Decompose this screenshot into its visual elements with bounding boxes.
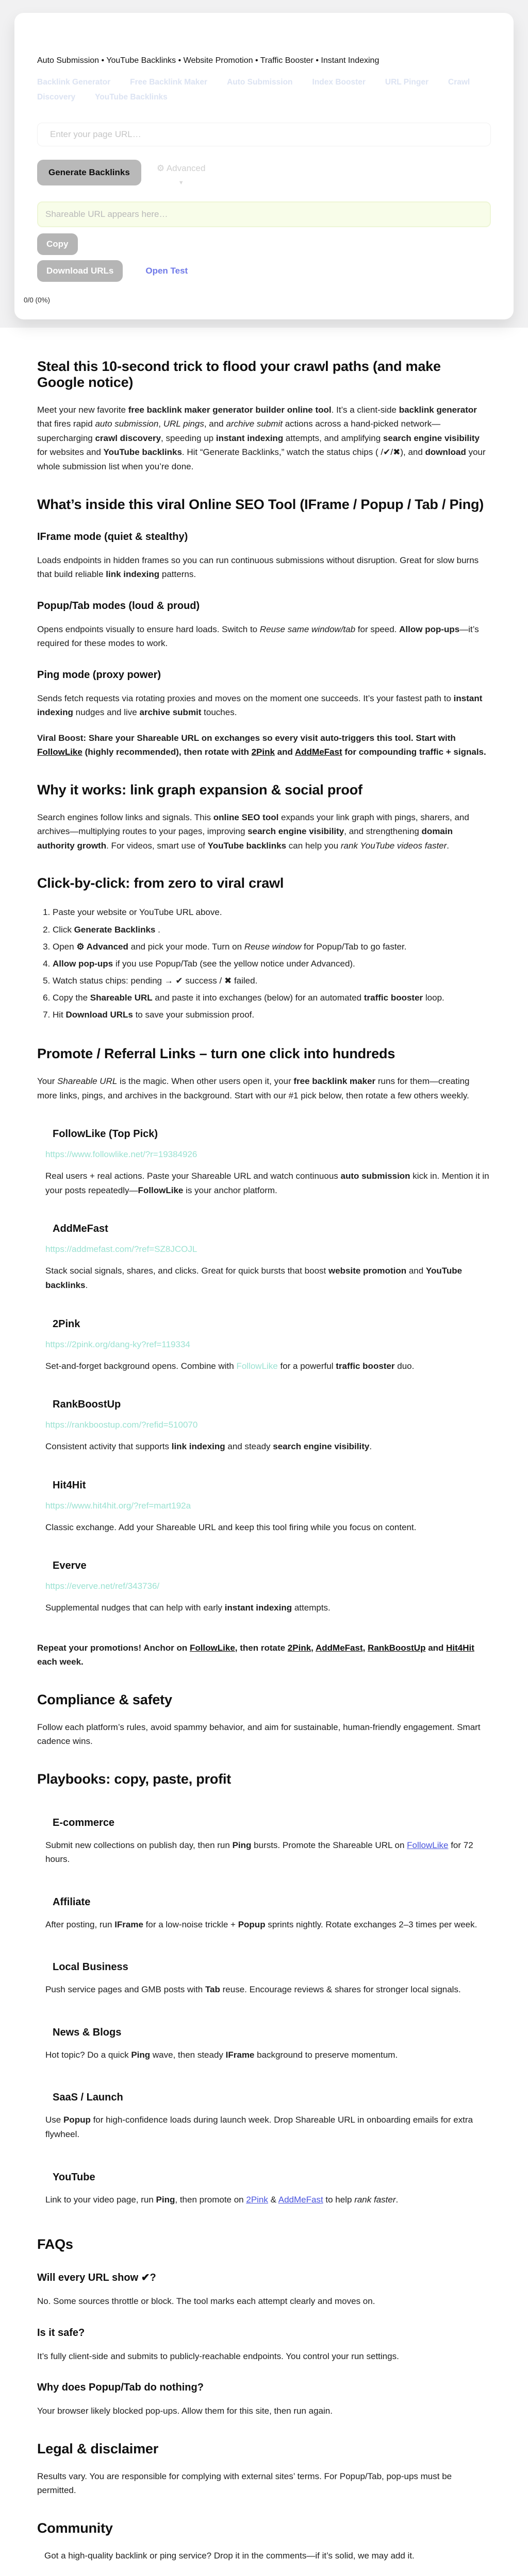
paragraph (37, 403, 491, 474)
text-run: if you use Popup/Tab (see the yellow notice under Advanced). (113, 958, 355, 969)
text-run: patterns. (159, 569, 196, 580)
promo-card (45, 1560, 491, 1615)
text-run: It’s fully client-side and submits to publicly-reachable endpoints. You control your run settings. (37, 2351, 399, 2361)
referral-url-link[interactable]: https://everve.net/ref/343736/ (45, 1581, 160, 1591)
text-run: Click (53, 924, 74, 935)
text-run: wave, then steady (150, 2049, 226, 2060)
text-run: , (311, 1642, 316, 1653)
text-run: Copy the (53, 993, 90, 1003)
generate-backlinks-button[interactable]: Generate Backlinks (37, 160, 141, 185)
keyword-chip: Index Booster (312, 78, 366, 87)
text-run: , then rotate (235, 1642, 288, 1653)
text-run: expands your link graph with pings, sharers, and archives—multiplying routes to your pages, improving (37, 812, 469, 837)
text-run: Download URLs (65, 1010, 133, 1020)
keyword-chip: Auto Submission (227, 78, 293, 87)
text-run: and pick your mode. Turn on (128, 941, 244, 952)
subsection-heading: Is it safe? (37, 2327, 85, 2338)
text-run: , (158, 419, 163, 429)
text-run: Paste your website or YouTube URL above. (53, 907, 222, 918)
playbook-description (45, 2193, 491, 2207)
section-heading: Click-by-click: from zero to viral crawl (37, 875, 284, 891)
step-item (53, 989, 491, 1006)
inline-link[interactable]: FollowLike (189, 1642, 235, 1653)
text-run: Repeat your promotions! Anchor on (37, 1642, 190, 1653)
text-run: search engine visibility (273, 1442, 370, 1452)
text-run: search engine visibility (383, 433, 480, 443)
text-run: backlink generator (399, 404, 477, 415)
text-run: for a powerful (277, 1361, 336, 1371)
copy-button[interactable]: Copy (37, 233, 78, 255)
download-urls-button[interactable]: Download URLs (37, 260, 123, 282)
step-item (53, 955, 491, 972)
text-run: FollowLike (138, 1185, 184, 1195)
text-run: archive submit (139, 707, 202, 718)
text-run: and paste it into exchanges (below) for an automated (152, 993, 364, 1003)
playbook-title: News & Blogs (53, 2026, 122, 2038)
callout (37, 731, 491, 759)
text-run: instant indexing (224, 1603, 292, 1613)
text-run: , speeding up (161, 433, 216, 443)
text-run: Follow each platform’s rules, avoid spammy behavior, and aim for sustainable, human-friendly engagement. Smart cadence wins. (37, 1722, 481, 1747)
text-run: Popup (63, 2115, 91, 2125)
text-run: free backlink maker (293, 1076, 376, 1087)
text-run: background to preserve momentum. (254, 2049, 398, 2060)
text-run: traffic booster (336, 1361, 395, 1371)
text-run: and (425, 1642, 447, 1653)
hero-background (0, 0, 528, 328)
playbook-card (45, 1961, 491, 1997)
step-item (53, 1006, 491, 1023)
gear-advanced-label: ⚙ Advanced (156, 163, 206, 173)
referral-url-link[interactable]: https://addmefast.com/?ref=SZ8JCOJL (45, 1244, 197, 1255)
text-run: Shareable URL (57, 1076, 118, 1087)
text-run: duo. (394, 1361, 415, 1371)
playbook-card (45, 2092, 491, 2141)
keyword-chips-row (37, 75, 491, 105)
text-run: . (155, 924, 160, 935)
text-run: Ping (156, 2194, 175, 2205)
inline-link[interactable]: AddMeFast (295, 747, 342, 757)
text-run: Shareable URL (90, 993, 153, 1003)
text-run: archive submit (226, 419, 283, 429)
section-heading: FAQs (37, 2236, 73, 2252)
text-run: No. Some sources throttle or block. The tool marks each attempt clearly and moves on. (37, 2296, 375, 2307)
text-run: Generate Backlinks (74, 924, 156, 935)
paragraph (37, 1074, 491, 1103)
text-run: website promotion (328, 1266, 407, 1276)
promo-description (45, 1359, 491, 1374)
promo-title: 2Pink (53, 1318, 80, 1330)
promo-title: Everve (53, 1560, 87, 1572)
step-item (53, 904, 491, 921)
inline-link[interactable]: AddMeFast (278, 2194, 323, 2205)
text-run: for speed. (355, 624, 400, 634)
text-run: search engine visibility (248, 826, 344, 837)
paragraph (37, 1720, 491, 1749)
text-run: for Popup/Tab to go faster. (301, 941, 407, 952)
subsection-heading: IFrame mode (quiet & stealthy) (37, 531, 188, 543)
referral-url-link[interactable]: https://rankboostup.com/?refid=510070 (45, 1420, 198, 1430)
text-run: Sends fetch requests via rotating proxies and moves on the moment one succeeds. It’s your fastest path to (37, 693, 454, 703)
text-run: and (274, 747, 295, 757)
text-run: rank YouTube videos faster (340, 840, 447, 851)
text-run: bursts. Promote the Shareable URL on (251, 1840, 407, 1850)
text-run: Submit new collections on publish day, then run (45, 1840, 233, 1850)
keyword-chip: Free Backlink Maker (130, 78, 208, 87)
playbook-title: Affiliate (53, 1896, 91, 1908)
text-run: Consistent activity that supports (45, 1442, 172, 1452)
playbook-title: E-commerce (53, 1817, 115, 1828)
playbook-description (45, 1838, 491, 1867)
keyword-chip: Crawl Discovery (37, 78, 470, 102)
text-run: link indexing (106, 569, 160, 580)
text-run: Watch status chips: pending → ✔ success / ✖ failed. (53, 975, 258, 986)
text-run: (highly recommended), then rotate with (82, 747, 252, 757)
text-run: nudges and live (73, 707, 140, 718)
text-run: Ping (131, 2049, 151, 2060)
section-heading: What’s inside this viral Online SEO Tool (IFrame / Popup / Tab / Ping) (37, 496, 484, 512)
promo-title: RankBoostUp (53, 1399, 121, 1411)
tagline: Auto Submission • YouTube Backlinks • Website Promotion • Traffic Booster • Instant Indexing (37, 56, 380, 65)
paragraph (37, 691, 491, 720)
text-run: domain authority growth (37, 826, 453, 851)
text-run: , then promote on (175, 2194, 246, 2205)
text-run: , and (204, 419, 226, 429)
inline-link[interactable]: FollowLike (236, 1361, 278, 1371)
text-run: . Hit “Generate Backlinks,” watch the status chips ( /✔/✖), and (182, 447, 425, 457)
text-run: attempts. (292, 1603, 331, 1613)
paragraph (37, 553, 491, 582)
text-run: Open (53, 941, 77, 952)
text-run: IFrame (225, 2049, 255, 2060)
text-run: YouTube backlinks (207, 840, 287, 851)
section-heading: Legal & disclaimer (37, 2441, 158, 2456)
text-run: . (447, 840, 450, 851)
callout (37, 1641, 491, 1669)
text-run: Set-and-forget background opens. Combine with (45, 1361, 237, 1371)
subsection-heading: Popup/Tab modes (loud & proud) (37, 600, 200, 612)
inline-link[interactable]: 2Pink (251, 747, 275, 757)
inline-link[interactable]: 2Pink (246, 2194, 268, 2205)
text-run: for 72 hours. (45, 1840, 473, 1865)
playbook-description (45, 2048, 491, 2062)
text-run: traffic booster (364, 993, 423, 1003)
step-item (53, 972, 491, 989)
text-run: is the magic. When other users open it, your (117, 1076, 294, 1087)
text-run: instant indexing (216, 433, 284, 443)
download-row (37, 260, 491, 282)
subsection-heading: Will every URL show ✔? (37, 2272, 156, 2284)
text-run: is your anchor platform. (183, 1185, 277, 1195)
text-run: . (395, 2194, 399, 2205)
keyword-chip: URL Pinger (385, 78, 429, 87)
inline-link[interactable]: AddMeFast (315, 1642, 363, 1653)
article (0, 328, 528, 2576)
text-run: Viral Boost: Share your Shareable URL on exchanges so every visit auto-triggers this tool. Start with (37, 733, 456, 743)
text-run: online SEO tool (213, 812, 279, 822)
text-run: YouTube backlinks (45, 1266, 463, 1291)
text-run: Meet your new favorite (37, 404, 128, 415)
playbook-description (45, 1918, 491, 1932)
playbook-card (45, 1896, 491, 1932)
shareable-url-output[interactable] (37, 201, 491, 227)
text-run: Hit (53, 1010, 66, 1020)
paragraph (37, 2349, 491, 2364)
promo-card (45, 1318, 491, 1374)
playbook-card (45, 2027, 491, 2062)
keyword-chip: Backlink Generator (37, 78, 111, 87)
text-run: crawl discovery (95, 433, 161, 443)
advanced-toggle[interactable] (157, 160, 206, 186)
text-run: . (369, 1442, 372, 1452)
playbook-title: SaaS / Launch (53, 2092, 123, 2104)
text-run: for high-confidence loads during launch week. Drop Shareable URL in onboarding emails for extra flywheel. (45, 2115, 473, 2139)
text-run: loop. (423, 993, 444, 1003)
promo-description (45, 1520, 491, 1535)
section-heading: Promote / Referral Links – turn one click into hundreds (37, 1046, 395, 1062)
text-run: After posting, run (45, 1919, 115, 1929)
paragraph (37, 622, 491, 651)
keyword-chip: YouTube Backlinks (95, 93, 168, 102)
text-run: Got a high-quality backlink or ping service? Drop it in the comments—if it’s solid, we may add it. (44, 2550, 415, 2561)
paragraph (44, 2549, 491, 2563)
text-run: kick in. Mention it in your posts repeatedly— (45, 1171, 489, 1195)
text-run: Reuse window (244, 941, 302, 952)
paragraph (37, 2294, 491, 2309)
section-heading: Why it works: link graph expansion & social proof (37, 782, 362, 798)
text-run: runs for them—creating more links, pings, and archives in the background. Start with our #1 pick below, then rotate a few others weekly. (37, 1076, 470, 1100)
text-run: IFrame (114, 1919, 143, 1929)
text-run: each week. (37, 1657, 84, 1667)
text-run: Search engines follow links and signals. This (37, 812, 213, 822)
text-run: —it’s required for these modes to work. (37, 624, 479, 649)
text-run: Tab (205, 1985, 220, 1995)
text-run: reuse. Encourage reviews & shares for stronger local signals. (220, 1985, 461, 1995)
paragraph (37, 2404, 491, 2418)
inline-link[interactable]: RankBoostUp (368, 1642, 426, 1653)
text-run: to help (323, 2194, 355, 2205)
text-run: Link to your video page, run (45, 2194, 156, 2205)
section-heading: Playbooks: copy, paste, profit (37, 1771, 232, 1787)
text-run: Loads endpoints in hidden frames so you can run continuous submissions without disruption. Great for slow burns that build reliable (37, 555, 479, 580)
text-run: Opens endpoints visually to ensure hard loads. Switch to (37, 624, 260, 634)
promo-description (45, 1169, 491, 1197)
referral-url-link[interactable]: https://2pink.org/dang-ky?ref=119334 (45, 1339, 190, 1349)
text-run: Push service pages and GMB posts with (45, 1985, 205, 1995)
tool-card (14, 13, 514, 319)
playbook-card (45, 1817, 491, 1867)
text-run: free backlink maker generator builder online tool (128, 404, 332, 415)
paragraph (37, 810, 491, 853)
subsection-heading: Why does Popup/Tab do nothing? (37, 2382, 204, 2394)
text-run: download (425, 447, 466, 457)
promo-description (45, 1439, 491, 1454)
text-run: ⚙ Advanced (76, 941, 128, 952)
promo-card (45, 1480, 491, 1535)
page-url-input[interactable] (37, 123, 491, 146)
text-run: . (85, 1280, 88, 1291)
inline-link[interactable]: FollowLike (37, 747, 82, 757)
text-run: YouTube backlinks (103, 447, 182, 457)
paragraph (37, 2469, 491, 2498)
text-run: Use (45, 2115, 63, 2125)
referral-url-link[interactable]: https://www.followlike.net/?r=19384926 (45, 1149, 197, 1160)
promo-description (45, 1601, 491, 1615)
step-item (53, 921, 491, 938)
text-run: touches. (201, 707, 237, 718)
text-run: . It’s a client-side (331, 404, 399, 415)
subsection-heading: Ping mode (proxy power) (37, 669, 161, 681)
text-run: sprints nightly. Rotate exchanges 2–3 times per week. (265, 1919, 477, 1929)
text-run: that fires rapid (37, 419, 95, 429)
playbook-card (45, 2172, 491, 2207)
text-run: link indexing (171, 1442, 225, 1452)
text-run: your whole submission list when you’re done. (37, 447, 486, 471)
promo-title: AddMeFast (53, 1223, 108, 1235)
text-run: Popup (238, 1919, 266, 1929)
text-run: Stack social signals, shares, and clicks. Great for quick bursts that boost (45, 1266, 328, 1276)
promo-card (45, 1399, 491, 1454)
text-run: Hot topic? Do a quick (45, 2049, 131, 2060)
section-heading: Steal this 10-second trick to flood your crawl paths (and make Google notice) (37, 358, 441, 390)
promo-card (45, 1223, 491, 1292)
text-run: and (406, 1266, 426, 1276)
text-run: auto submission (95, 419, 159, 429)
text-run: Your browser likely blocked pop-ups. Allow them for this site, then run again. (37, 2406, 333, 2416)
inline-link[interactable]: FollowLike (407, 1840, 449, 1850)
chevron-down-icon: ▼ (178, 179, 184, 186)
playbook-description (45, 2113, 491, 2141)
text-run: Classic exchange. Add your Shareable URL and keep this tool firing while you focus on content. (45, 1522, 417, 1532)
text-run: , and strengthening (344, 826, 422, 837)
text-run: Allow pop-ups (399, 624, 460, 634)
text-run: Real users + real actions. Paste your Shareable URL and watch continuous (45, 1171, 341, 1181)
section-heading: Compliance & safety (37, 1691, 172, 1707)
text-run: URL pings (163, 419, 204, 429)
referral-url-link[interactable]: https://www.hit4hit.org/?ref=mart192a (45, 1500, 191, 1511)
text-run: Results vary. You are responsible for complying with external sites’ terms. For Popup/Tab, pop-ups must be permitted. (37, 2471, 452, 2496)
text-run: rank faster (354, 2194, 396, 2205)
inline-link[interactable]: 2Pink (287, 1642, 311, 1653)
text-run: instant indexing (37, 693, 483, 718)
text-run: actions across a hand-picked network—supercharging (37, 419, 441, 443)
text-run: . For videos, smart use of (106, 840, 208, 851)
section-heading: Community (37, 2520, 113, 2536)
promo-title: Hit4Hit (53, 1479, 86, 1491)
text-run: for a low-noise trickle + (143, 1919, 238, 1929)
text-run: can help you (286, 840, 341, 851)
open-test-link[interactable]: Open Test (145, 265, 188, 276)
text-run: Ping (232, 1840, 252, 1850)
text-run: Your (37, 1076, 58, 1087)
generate-row (37, 160, 491, 186)
steps-list (37, 904, 491, 1023)
promo-card (45, 1128, 491, 1197)
copy-row (37, 233, 491, 255)
inline-link[interactable]: Hit4Hit (446, 1642, 474, 1653)
step-item (53, 938, 491, 955)
text-run: auto submission (340, 1171, 410, 1181)
text-run: to save your submission proof. (133, 1010, 255, 1020)
text-run: & (268, 2194, 278, 2205)
text-run: Supplemental nudges that can help with early (45, 1603, 225, 1613)
text-run: attempts, and amplifying (283, 433, 383, 443)
text-run: Allow pop-ups (53, 958, 113, 969)
promo-description (45, 1264, 491, 1292)
playbook-title: YouTube (53, 2171, 95, 2183)
text-run: Reuse same window/tab (259, 624, 356, 634)
text-run: for compounding traffic + signals. (342, 747, 486, 757)
playbook-title: Local Business (53, 1961, 128, 1973)
playbook-description (45, 1982, 491, 1997)
text-run: for websites and (37, 447, 104, 457)
status-counter: 0/0 (0%) (24, 296, 51, 304)
text-run: , (362, 1642, 368, 1653)
text-run: and steady (225, 1442, 273, 1452)
promo-title: FollowLike (Top Pick) (53, 1128, 158, 1140)
